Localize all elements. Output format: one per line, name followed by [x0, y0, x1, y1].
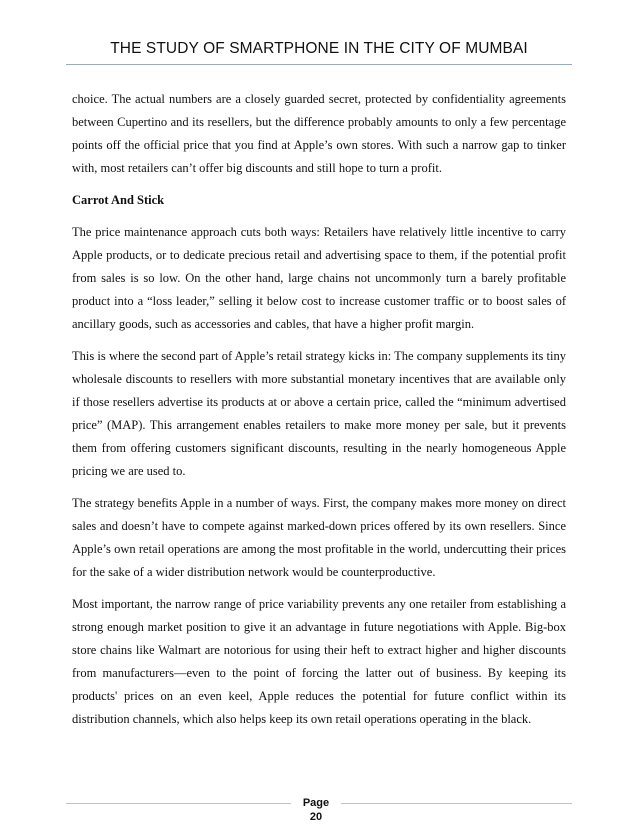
footer-divider-right [341, 803, 572, 804]
paragraph-5: Most important, the narrow range of price variability prevents any one retailer from establishing a strong enough market position to give it an advantage in future negotiations with Apple. Big-box store chains like Walmart are notorious for using their heft to extract higher and higher discounts from manufacturers—even to the point of forcing the latter out of business. By keeping its products' prices on an even keel, Apple reduces the potential for future conflict within its distribution channels, which also helps keep its own retail operations operating in the black. [72, 597, 566, 726]
paragraph-2: The price maintenance approach cuts both ways: Retailers have relatively little incentive to carry Apple products, or to dedicate precious retail and advertising space to them, if the potential profit from sales is so low. On the other hand, large chains not uncommonly turn a barely profitable product into a “loss leader,” selling it below cost to increase customer traffic or to boost sales of ancillary goods, such as accessories and cables, that have a higher profit margin. [72, 225, 566, 331]
section-heading: Carrot And Stick [72, 193, 165, 207]
paragraph-1: choice. The actual numbers are a closely guarded secret, protected by confidentiality agreements between Cupertino and its resellers, but the difference probably amounts to only a few percentage points off the official price that you find at Apple’s own stores. With such a narrow gap to tinker with, most retailers can’t offer big discounts and still hope to turn a profit. [72, 92, 566, 175]
page-number-block [291, 796, 341, 824]
page-content [72, 88, 566, 740]
footer-divider-left [66, 803, 291, 804]
paragraph-3: This is where the second part of Apple’s retail strategy kicks in: The company supplements its tiny wholesale discounts to resellers with more substantial monetary incentives that are available only if those resellers advertise its products at or above a certain price, called the “minimum advertised price” (MAP). This arrangement enables retailers to make more money per sale, but it prevents them from offering customers significant discounts, resulting in the nearly homogeneous Apple pricing we are used to. [72, 349, 566, 478]
page-header-title: THE STUDY OF SMARTPHONE IN THE CITY OF MUMBAI [110, 40, 528, 57]
page-number: 20 [309, 811, 323, 823]
page-footer [66, 796, 572, 826]
header-divider [66, 64, 572, 65]
page-label: Page [302, 797, 330, 809]
paragraph-4: The strategy benefits Apple in a number of ways. First, the company makes more money on direct sales and doesn’t have to compete against marked-down prices offered by its own resellers. Since Apple’s own retail operations are among the most profitable in the world, undercutting their prices for the sake of a wider distribution network would be counterproductive. [72, 496, 566, 579]
